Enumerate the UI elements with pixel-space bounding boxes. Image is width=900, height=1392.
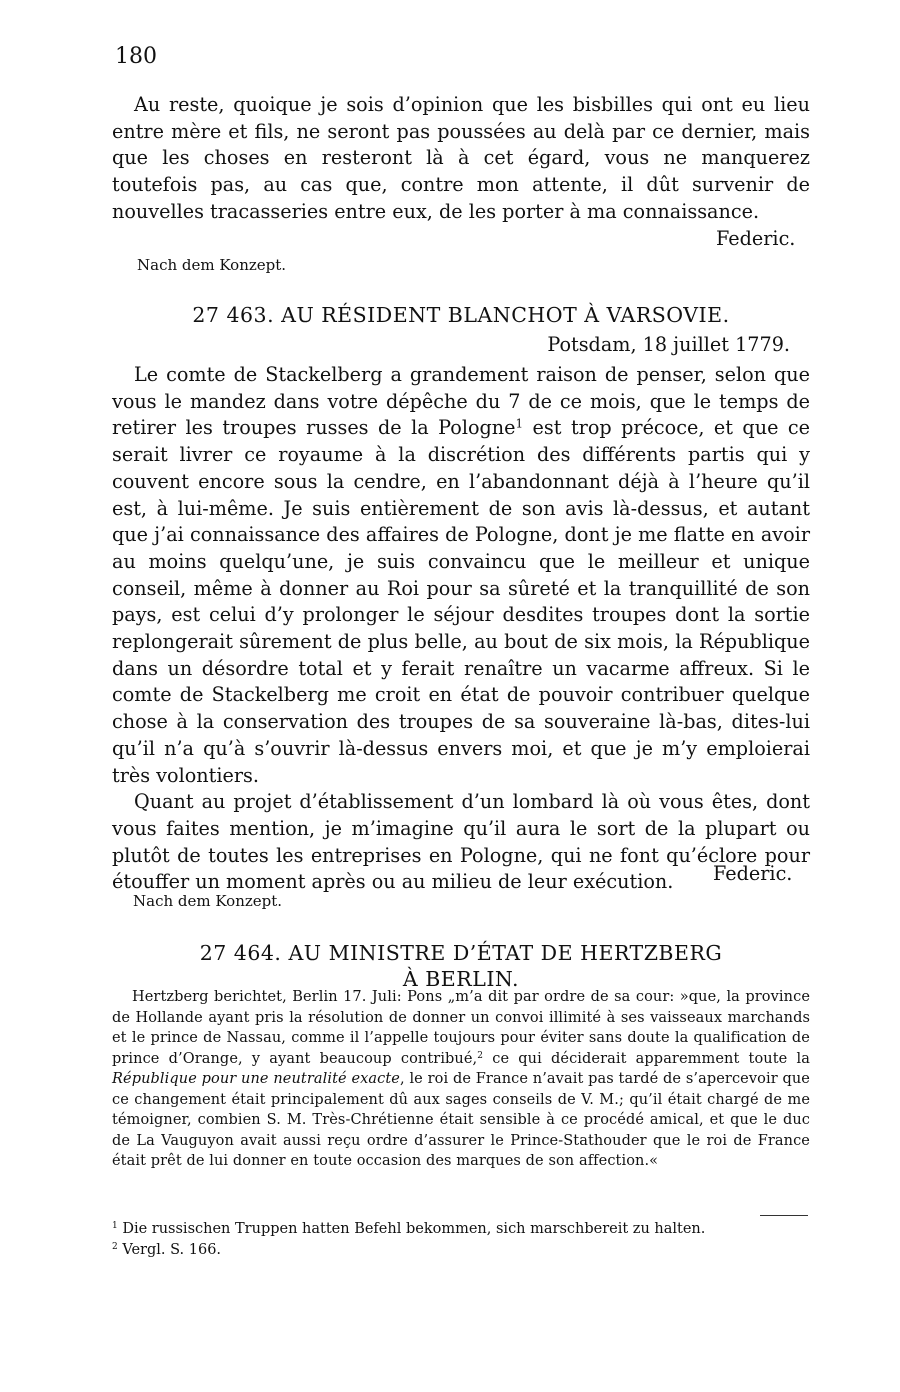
letter-heading <box>112 302 810 328</box>
footnote-reference: 2 <box>477 1050 484 1061</box>
footnote-rule <box>760 1215 808 1216</box>
summary-italic-text: République pour une neutralité exacte <box>112 1071 400 1087</box>
source-note: Nach dem Konzept. <box>133 892 283 910</box>
dateline: Potsdam, 18 juillet 1779. <box>547 333 790 356</box>
letter-title: AU RÉSIDENT BLANCHOT À VARSOVIE. <box>281 303 730 327</box>
letter-title: AU MINISTRE D’ÉTAT DE HERTZBERG <box>288 941 723 965</box>
footnote-text: Vergl. S. 166. <box>122 1242 222 1258</box>
page-number: 180 <box>115 44 157 69</box>
previous-letter-conclusion <box>112 92 810 226</box>
signature: Federic. <box>713 862 793 885</box>
summary-text: Hertzberg berichtet, Berlin 17. Juli: Pons „m’a dit par ordre de sa cour: »que, la province de Hollande ayant pris la résolution de donner un convoi illimité à ses vaisseaux marchands et le prince de Nassau, comme il l’appelle toujours pour éviter sans doute la qualification de prince d’Orange, y ayant beaucoup contribué, <box>112 989 810 1067</box>
footnote-text: Die russischen Truppen hatten Befehl bekommen, sich marschbereit zu halten. <box>122 1221 706 1237</box>
paragraph-text: Le comte de Stackelberg a grandement raison de penser, selon que vous le mandez dans votre dépêche du 7 de ce mois, que le temps de retirer les troupes russes de la Pologne <box>112 363 810 440</box>
paragraph-text: est trop précoce, et que ce serait livrer ce royaume à la discrétion des différents partis qui y couvent encore sous la cendre, en l’abandonnant déjà à l’heure qu’il est, à lui-même. Je suis entièrement de son avis là-dessus, et autant que j’ai connaissance des affaires de Pologne, dont je me flatte en avoir au moins quelqu’une, je suis convaincu que le meilleur et unique conseil, même à donner au Roi pour sa sûreté et la tranquillité de son pays, est celui d’y prolonger le séjour desdites troupes dont la sortie replongerait sûrement de plus belle, au bout de six mois, la République dans un désordre total et y ferait renaître un vacarme affreux. Si le comte de Stackelberg me croit en état de pouvoir contribuer quelque chose à la conservation des troupes de sa souveraine là-bas, dites-lui qu’il n’a qu’à s’ouvrir là-dessus envers moi, et que je m’y emploierai très volontiers. <box>112 416 810 787</box>
report-summary <box>112 987 810 1172</box>
letter-title-line2: À BERLIN. <box>402 967 520 991</box>
summary-text: ce qui déciderait apparemment toute la <box>483 1050 810 1067</box>
footnote <box>112 1219 810 1240</box>
footnote <box>112 1240 810 1261</box>
paragraph: Au reste, quoique je sois d’opinion que les bisbilles qui ont eu lieu entre mère et fils, ne seront pas poussées au delà par ce dernier, mais que les choses en resteront là à cet égard, vous ne manquerez toutefois pas, au cas que, contre mon attente, il dût survenir de nouvelles tracasseries entre eux, de les porter à ma connaissance. <box>112 93 810 223</box>
summary-paragraph <box>112 987 810 1172</box>
footnote-reference: 1 <box>515 416 524 431</box>
paragraph <box>112 362 810 789</box>
letter-number: 27 464. <box>199 941 282 965</box>
footnote-mark: 1 <box>112 1221 118 1232</box>
footnotes <box>112 1219 810 1261</box>
letter-heading <box>112 940 810 992</box>
summary-text: , le roi de France n’avait pas tardé de s’apercevoir que ce changement était principalement dû aux sages conseils de V. M.; qu’il était chargé de me témoigner, combien S. M. Très-Chrétienne était sensible à ce procédé amical, et que le duc de La Vauguyon avait aussi reçu ordre d’assurer le Prince-Stathouder que le roi de France était prêt de lui donner en toute occasion des marques de son affection.« <box>112 1071 810 1169</box>
letter-body <box>112 362 810 896</box>
signature: Federic. <box>716 227 796 250</box>
footnote-mark: 2 <box>112 1242 118 1253</box>
paragraph: Quant au projet d’établissement d’un lombard là où vous êtes, dont vous faites mention, je m’imagine qu’il aura le sort de la plupart ou plutôt de toutes les entreprises en Pologne, qui ne font qu’éclore pour étouffer un moment après ou au milieu de leur exécution. <box>112 790 810 894</box>
source-note: Nach dem Konzept. <box>137 256 287 274</box>
letter-number: 27 463. <box>192 303 275 327</box>
